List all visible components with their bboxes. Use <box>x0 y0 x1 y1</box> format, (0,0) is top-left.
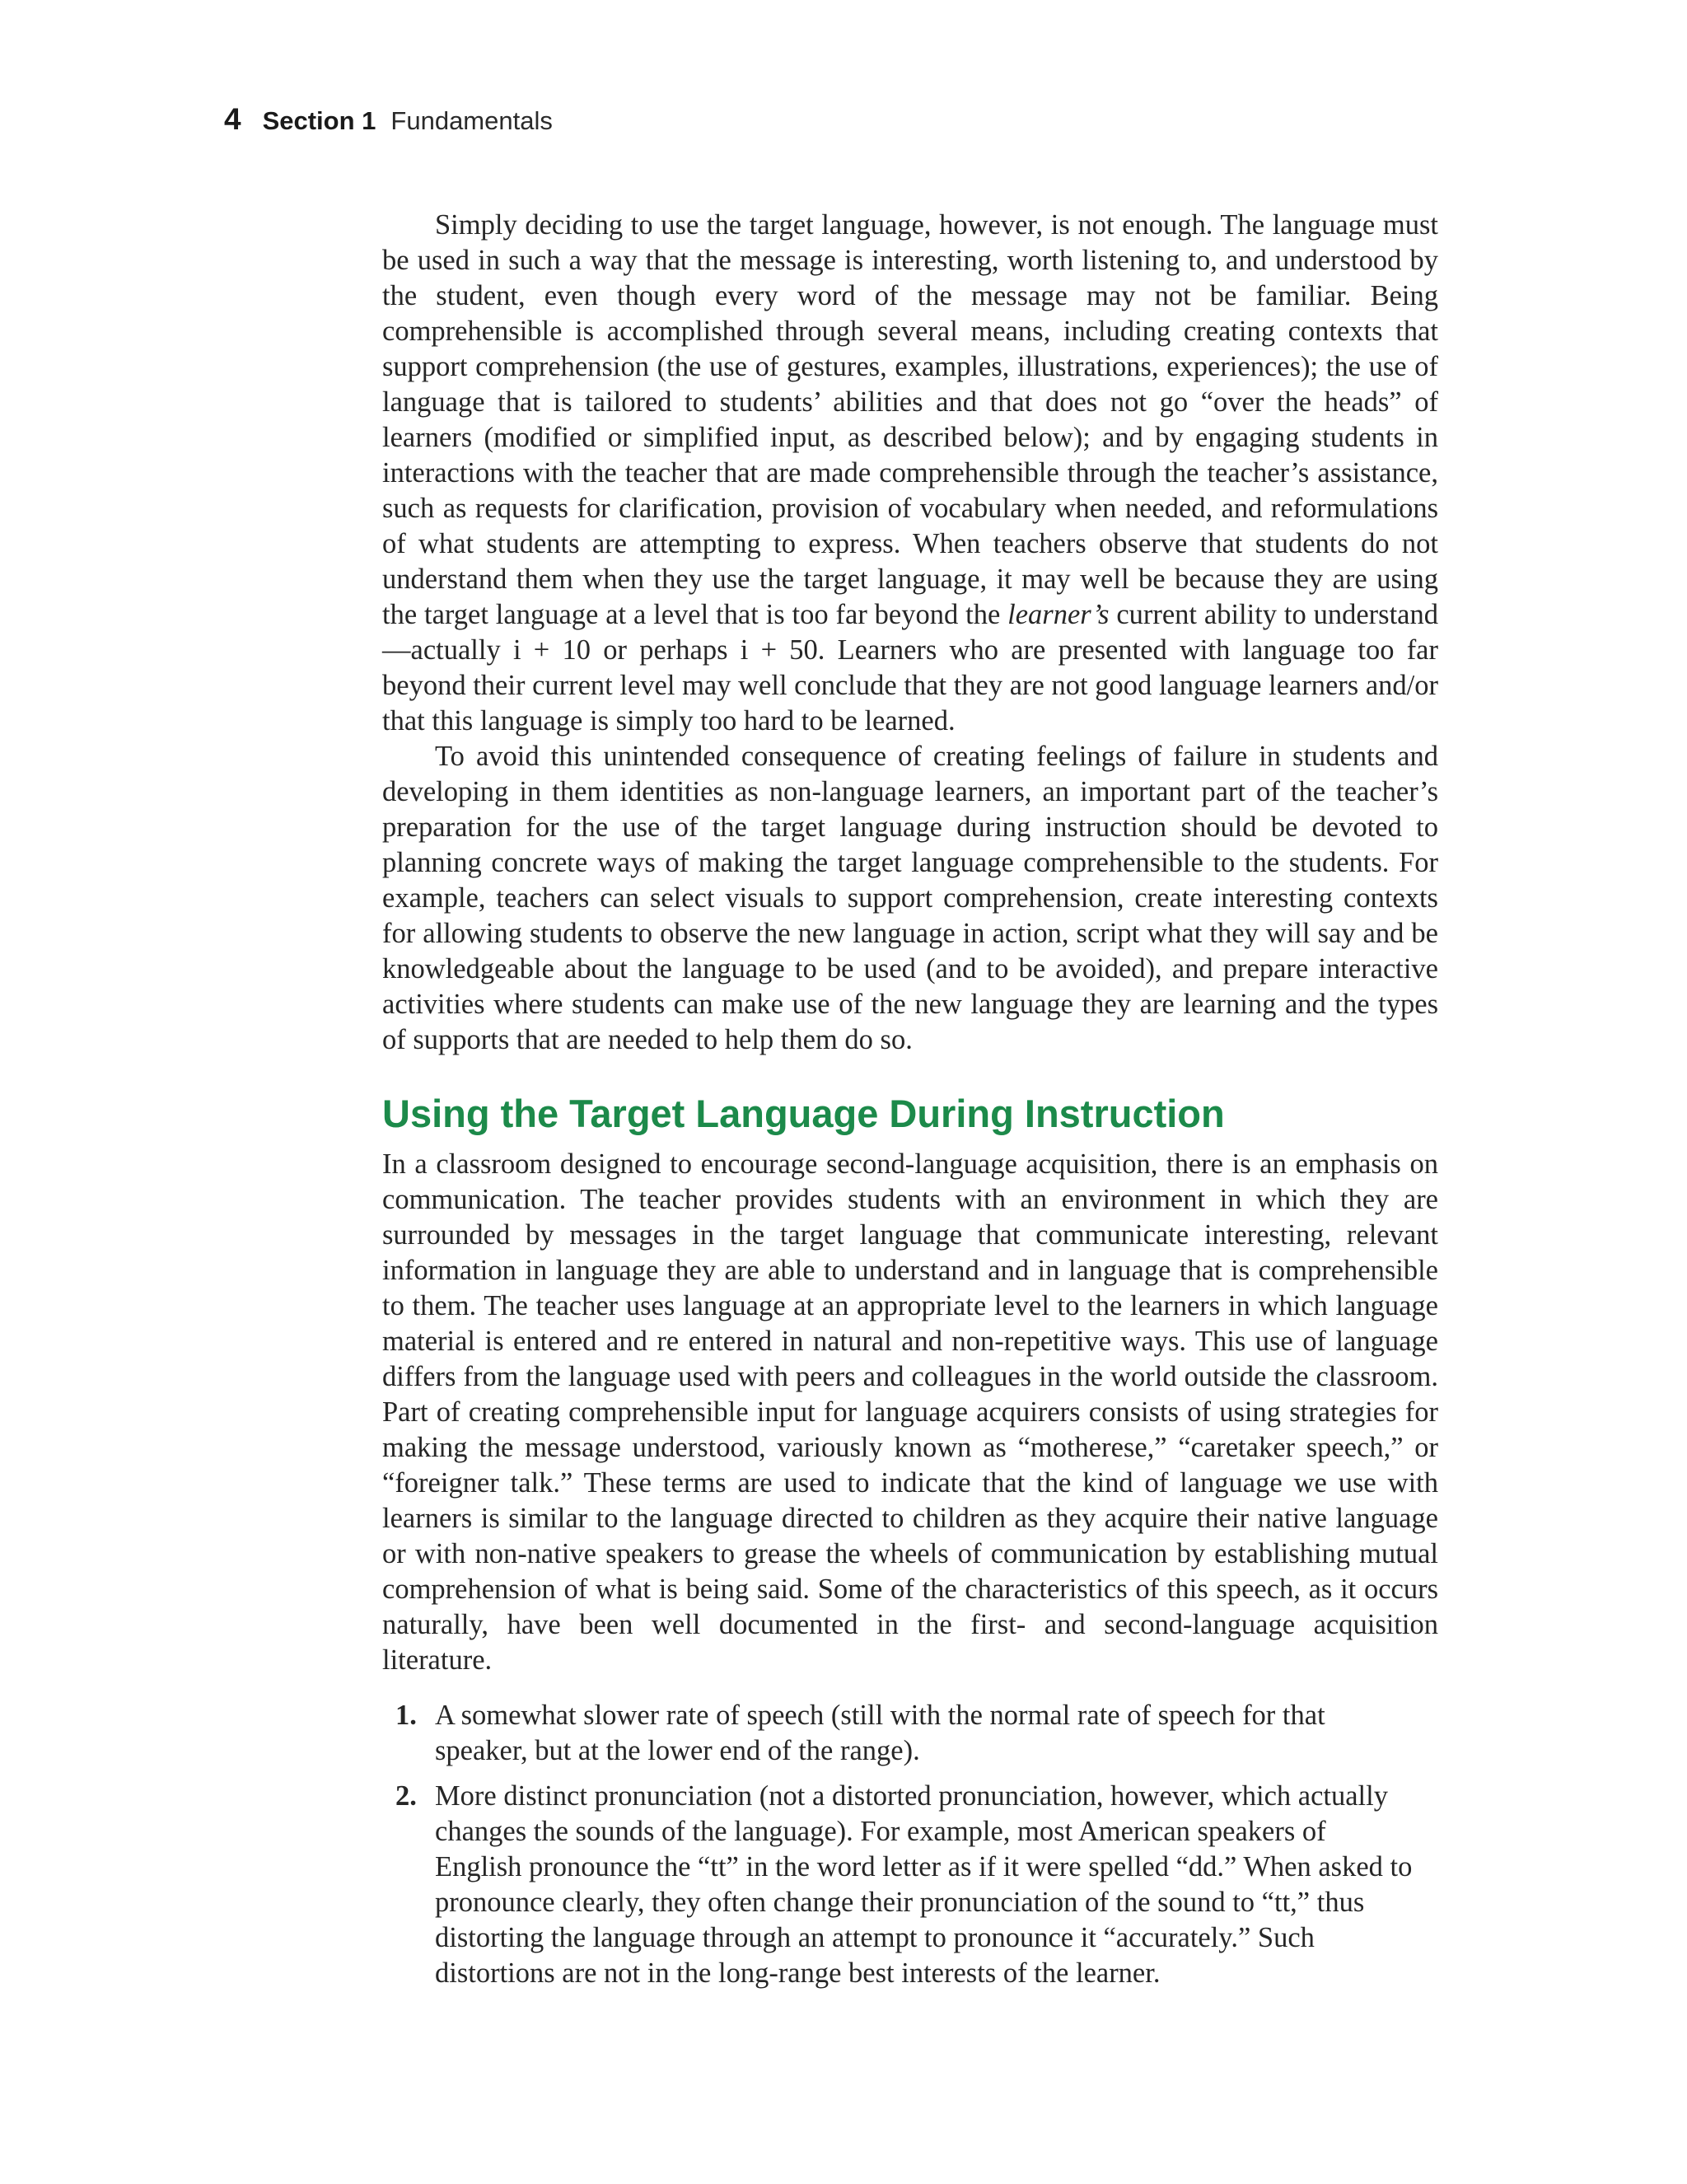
paragraph-1-text-a: Simply deciding to use the target language, however, is not enough. The language must be used in such a way that the message is interesting, worth listening to, and understood by the student, even though every word of the message may not be familiar. Being comprehensible is accomplished through several means, including creating contexts that support comprehension (the use of gestures, examples, illustrations, experiences); the use of language that is tailored to students’ abilities and that does not go “over the heads” of learners (modified or simplified input, as described below); and by engaging students in interactions with the teacher that are made comprehensible through the teacher’s assistance, such as requests for clarification, provision of vocabulary when needed, and reformulations of what students are attempting to express. When teachers observe that students do not understand them when they use the target language, it may well be because they are using the target language at a level that is too far beyond the <box>382 209 1438 630</box>
paragraph-1-emphasis: learner’s <box>1007 599 1110 630</box>
list-item-text: More distinct pronunciation (not a distorted pronunciation, however, which actually changes the sounds of the language). For example, most American speakers of English pronounce the “tt” in the word letter as if it were spelled “dd.” When asked to pronounce clearly, they often change their pronunciation of the sound to “tt,” thus distorting the language through an attempt to pronounce it “accurately.” Such distortions are not in the long-range best interests of the learner. <box>435 1780 1413 1989</box>
list-item-number: 1. <box>395 1700 417 1731</box>
list-item <box>382 1779 1438 1991</box>
paragraph-2: To avoid this unintended consequence of creating feelings of failure in students and developing in them identities as non-language learners, an important part of the teacher’s preparation for the use of the target language during instruction should be devoted to planning concrete ways of making the target language comprehensible to the students. For example, teachers can select visuals to support comprehension, create interesting contexts for allowing students to observe the new language in action, script what they will say and be knowledgeable about the language to be used (and to be avoided), and prepare interactive activities where students can make use of the new language they are learning and the types of supports that are needed to help them do so. <box>382 741 1438 1055</box>
running-header <box>224 102 553 137</box>
paragraph-3: In a classroom designed to encourage second-language acquisition, there is an emphasis on communication. The teacher provides students with an environment in which they are surrounded by messages in the target language that communicate interesting, relevant information in language they are able to understand and in language that is comprehensible to them. The teacher uses language at an appropriate level to the learners in which language material is entered and re entered in natural and non-repetitive ways. This use of language differs from the language used with peers and colleagues in the world outside the classroom. Part of creating comprehensible input for language acquirers consists of using strategies for making the message understood, variously known as “motherese,” “caretaker speech,” or “foreigner talk.” These terms are used to indicate that the kind of language we use with learners is similar to the language directed to children as they acquire their native language or with non-native speakers to grease the wheels of communication by establishing mutual comprehension of what is being said. Some of the characteristics of this speech, as it occurs naturally, have been well documented in the first- and second-language acquisition literature. <box>382 1148 1438 1676</box>
list-item-text: A somewhat slower rate of speech (still with the normal rate of speech for that speaker, but at the lower end of the range). <box>435 1700 1325 1766</box>
list-item <box>382 1698 1438 1769</box>
characteristics-list <box>382 1698 1438 1991</box>
page-number: 4 <box>224 102 241 136</box>
paragraph-1-text-b: current ability to understand—actually i + 10 or perhaps i + 50. Learners who are presented with language too far beyond their current level may well conclude that they are not good language learners and/or that this language is simply too hard to be learned. <box>382 599 1438 737</box>
section-title: Fundamentals <box>390 106 553 135</box>
section-heading: Using the Target Language During Instruction <box>382 1092 1225 1135</box>
list-item-number: 2. <box>395 1780 417 1812</box>
paragraph-1 <box>382 208 1438 739</box>
section-label: Section 1 <box>262 106 376 135</box>
page-content <box>382 208 1438 2001</box>
